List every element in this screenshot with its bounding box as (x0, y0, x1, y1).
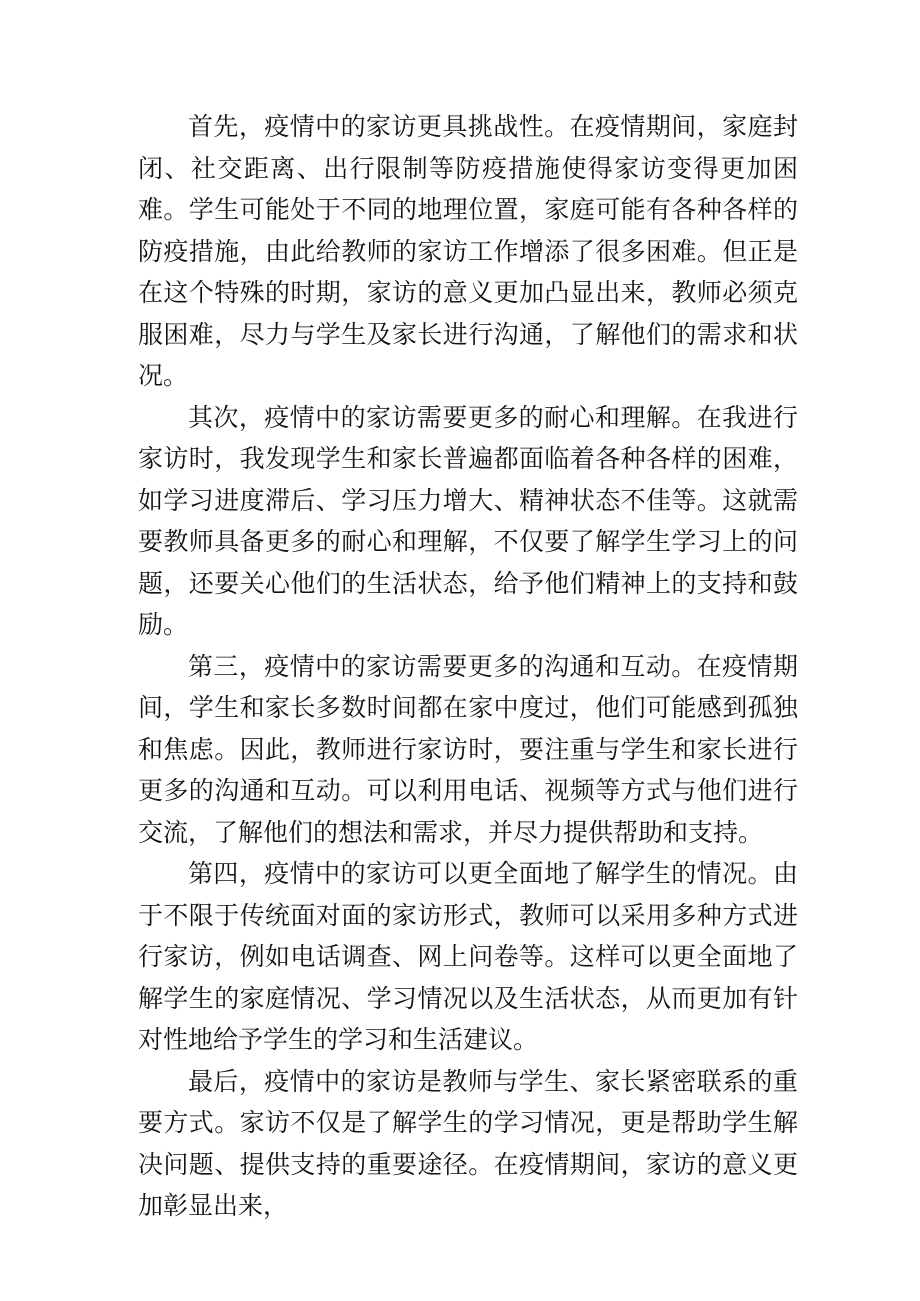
paragraph-5: 最后，疫情中的家访是教师与学生、家长紧密联系的重要方式。家访不仅是了解学生的学习情况，更是帮助学生解决问题、提供支持的重要途径。在疫情期间，家访的意义更加彰显出来， (138, 1066, 798, 1220)
document-body (138, 106, 798, 1227)
paragraph-4: 第四，疫情中的家访可以更全面地了解学生的情况。由于不限于传统面对面的家访形式，教师可以采用多种方式进行家访，例如电话调查、网上问卷等。这样可以更全面地了解学生的家庭情况、学习情况以及生活状态，从而更加有针对性地给予学生的学习和生活建议。 (138, 859, 798, 1054)
paragraph-1: 首先，疫情中的家访更具挑战性。在疫情期间，家庭封闭、社交距离、出行限制等防疫措施使得家访变得更加困难。学生可能处于不同的地理位置，家庭可能有各种各样的防疫措施，由此给教师的家访工作增添了很多困难。但正是在这个特殊的时期，家访的意义更加凸显出来，教师必须克服困难，尽力与学生及家长进行沟通，了解他们的需求和状况。 (138, 112, 798, 390)
paragraph-2: 其次，疫情中的家访需要更多的耐心和理解。在我进行家访时，我发现学生和家长普遍都面临着各种各样的困难，如学习进度滞后、学习压力增大、精神状态不佳等。这就需要教师具备更多的耐心和理解，不仅要了解学生学习上的问题，还要关心他们的生活状态，给予他们精神上的支持和鼓励。 (138, 402, 798, 639)
paragraph-3: 第三，疫情中的家访需要更多的沟通和互动。在疫情期间，学生和家长多数时间都在家中度过，他们可能感到孤独和焦虑。因此，教师进行家访时，要注重与学生和家长进行更多的沟通和互动。可以利用电话、视频等方式与他们进行交流，了解他们的想法和需求，并尽力提供帮助和支持。 (138, 651, 798, 847)
